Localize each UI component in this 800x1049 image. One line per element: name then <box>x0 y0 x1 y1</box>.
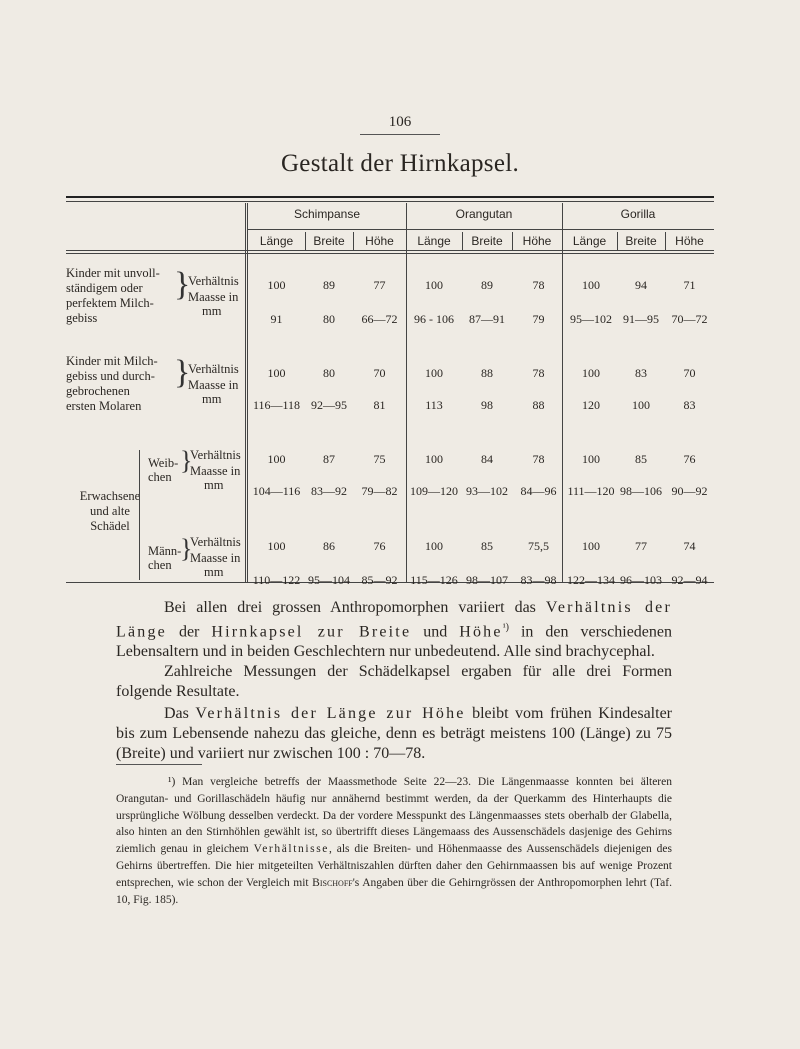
section-label-line: Kinder mit unvoll- <box>66 266 160 280</box>
table-cell: 85—92 <box>361 573 398 587</box>
table-cell: 88 <box>532 398 545 412</box>
row-type-label: Maasse in <box>188 290 239 304</box>
column-header: Höhe <box>522 234 552 248</box>
subgroup-label: chen <box>148 558 172 572</box>
section-label-line: Erwachsene <box>79 489 141 503</box>
table-cell: 109—120 <box>410 484 458 498</box>
table-cell: 84—96 <box>520 484 557 498</box>
section-label-line: Kinder mit Milch- <box>66 354 158 368</box>
table-cell: 116—118 <box>252 398 301 412</box>
row-type-label: mm <box>202 304 222 318</box>
row-type-label: mm <box>202 392 222 406</box>
table-cell: 100 <box>267 452 286 466</box>
table-cell: 100 <box>632 398 650 412</box>
section-label-line: gebrochenen <box>66 384 130 398</box>
table-cell: 95—104 <box>308 573 350 587</box>
group-divider-0 <box>406 203 407 582</box>
table-cell: 79—82 <box>361 484 398 498</box>
group-header: Orangutan <box>455 207 513 221</box>
table-cell: 92—94 <box>671 573 708 587</box>
label-column-divider <box>245 203 248 582</box>
table-cell: 84 <box>481 452 493 466</box>
table-cell: 70 <box>683 366 696 380</box>
table-cell: 110—122 <box>252 573 301 587</box>
table-cell: 96—103 <box>620 573 662 587</box>
footnote-spaced: Verhältnisse <box>253 843 330 856</box>
table-cell: 95—102 <box>570 312 612 326</box>
column-header: Höhe <box>365 234 394 248</box>
footnote <box>116 774 672 908</box>
section-label-line: Schädel <box>90 519 130 533</box>
table-cell: 100 <box>267 366 286 380</box>
row-type-label: Verhältnis <box>190 535 241 549</box>
table-cell: 94 <box>635 278 647 292</box>
footnote-author: Bischoff <box>312 876 353 889</box>
row-type-label: Verhältnis <box>188 362 239 376</box>
table-cell: 77 <box>635 539 647 553</box>
footnote-text-b: , als die Breiten- und Höhenmaasse des Aussenschädels diejenigen des Gehirns übertreffen. Die hier mitgeteilten Verhältniszahlen dürften daher den Gehirnmaassen bis auf wenige Prozent entsprechen, wie schon der Vergleich mit <box>116 843 672 889</box>
group-header: Schimpanse <box>293 207 361 221</box>
row-type-label: mm <box>204 478 224 492</box>
table-cell: 80 <box>323 366 335 380</box>
table-cell: 81 <box>373 398 386 412</box>
row-type-label: Maasse in <box>188 378 239 392</box>
table-cell: 78 <box>532 452 545 466</box>
table-top-rule <box>66 196 714 198</box>
paragraph-3 <box>116 704 672 764</box>
subgroup-label: Männ- <box>148 544 182 558</box>
table-cell: 115—126 <box>410 573 458 587</box>
table-cell: 76 <box>683 452 696 466</box>
table-cell: 122—134 <box>567 573 615 587</box>
table-cell: 89 <box>323 278 335 292</box>
p1-text-a: Bei allen drei grossen Anthropomorphen variiert das <box>164 599 546 616</box>
table-cell: 78 <box>532 278 545 292</box>
table-cell: 90—92 <box>671 484 708 498</box>
table-cell: 77 <box>373 278 386 292</box>
table-cell: 80 <box>323 312 335 326</box>
p1-spaced-b: Verhältnis der Länge <box>116 599 672 641</box>
table-cell: 92—95 <box>311 398 347 412</box>
page-title: Gestalt der Hirnkapsel. <box>280 150 520 177</box>
column-header: Breite <box>313 234 345 248</box>
table-cell: 71 <box>683 278 696 292</box>
row-type-label: Verhältnis <box>188 274 239 288</box>
column-header: Länge <box>572 234 607 248</box>
brace-subgroup-0: } <box>180 446 193 475</box>
brace-subgroup-1: } <box>180 534 193 563</box>
table-cell: 79 <box>532 312 545 326</box>
table-cell: 100 <box>582 366 600 380</box>
row-type-label: Maasse in <box>190 551 241 565</box>
table-cell: 78 <box>532 366 545 380</box>
table-cell: 74 <box>683 539 696 553</box>
p1-text-e: und <box>411 623 460 641</box>
column-header: Breite <box>471 234 503 248</box>
table-cell: 100 <box>425 539 443 553</box>
table-cell: 83 <box>635 366 647 380</box>
footnote-text-c: 's Angaben über die Gehirngrössen der Anthropomorphen lehrt (Taf. 10, Fig. 185). <box>116 876 672 906</box>
table-cell: 83—98 <box>520 573 557 587</box>
p1-text-h: in den verschiedenen Lebensaltern und in beiden Geschlechtern nur unbedeutend. Alle sind brachycephal. <box>116 623 672 661</box>
paragraph-2: Zahlreiche Messungen der Schädelkapsel ergaben für alle drei Formen folgende Resultate. <box>116 663 672 700</box>
table-cell: 88 <box>481 366 493 380</box>
table-cell: 85 <box>481 539 493 553</box>
page-number: 106 <box>388 114 412 130</box>
table-cell: 98 <box>481 398 493 412</box>
adult-bracket <box>139 450 140 580</box>
table-cell: 66—72 <box>361 312 398 326</box>
p1-spaced-f: Höhe <box>459 623 503 641</box>
table-cell: 120 <box>582 398 600 412</box>
table-cell: 70—72 <box>671 312 708 326</box>
section-label-line: gebiss und durch- <box>66 369 155 383</box>
table-cell: 104—116 <box>252 484 301 498</box>
p1-text-c: der <box>166 623 212 641</box>
footnote-marker: ¹) <box>168 776 176 788</box>
table-cell: 93—102 <box>466 484 508 498</box>
table-cell: 98—107 <box>466 573 508 587</box>
table-cell: 100 <box>267 539 286 553</box>
brace-section-1: } <box>174 354 191 391</box>
table-cell: 100 <box>582 539 600 553</box>
table-cell: 100 <box>267 278 286 292</box>
table-cell: 75 <box>373 452 386 466</box>
subgroup-label: Weib- <box>148 456 179 470</box>
table-cell: 75,5 <box>528 539 549 553</box>
group-header: Gorilla <box>620 207 656 221</box>
table-cell: 87—91 <box>469 312 505 326</box>
p1-spaced-d: Hirnkapsel zur Breite <box>211 623 412 641</box>
table-cell: 83—92 <box>311 484 347 498</box>
section-label-line: und alte <box>90 504 130 518</box>
header-bottom-rule <box>66 250 714 251</box>
table-cell: 86 <box>323 539 335 553</box>
row-type-label: Maasse in <box>190 464 241 478</box>
table-cell: 100 <box>425 366 443 380</box>
table-cell: 91—95 <box>623 312 659 326</box>
paragraph-1 <box>116 598 672 662</box>
column-header: Höhe <box>675 234 704 248</box>
table-cell: 113 <box>425 398 443 412</box>
table-cell: 91 <box>270 312 283 326</box>
table-cell: 87 <box>323 452 335 466</box>
column-header: Länge <box>417 234 451 248</box>
table-cell: 76 <box>373 539 386 553</box>
row-type-label: Verhältnis <box>190 448 241 462</box>
table-cell: 96 - 106 <box>414 312 454 326</box>
header-bottom-rule-2 <box>66 253 714 254</box>
table-cell: 83 <box>683 398 696 412</box>
footnote-text-a: Man vergleiche betreffs der Maassmethode Seite 22—23. Die Längenmaasse konnten bei älteren Orangutan- und Gorillaschädeln häufig nur annähernd bestimmt werden, da der Querkamm des Hinterhaupts die ursprüngliche Wölbung desselben verdeckt. Da der vordere Messpunkt des Längenmaasses stets oberhalb der Glabella, also hinten an den Stirnhöhlen gewählt ist, so übertrifft dieses Längemaass des Aussenschädels dasjenige des Gehirns ziemlich genau in gleichem <box>116 776 672 856</box>
group-divider-rule <box>248 229 714 230</box>
group-divider-1 <box>562 203 563 582</box>
table-cell: 111—120 <box>567 484 615 498</box>
p3-text-a: Das <box>164 705 196 722</box>
column-header: Breite <box>625 234 657 248</box>
table-cell: 70 <box>373 366 386 380</box>
section-label-line: ständigem oder <box>66 281 143 295</box>
section-label-line: ersten Molaren <box>66 399 142 413</box>
brace-section-0: } <box>174 266 191 303</box>
footnote-rule <box>116 764 202 765</box>
page-number-rule <box>360 134 440 135</box>
column-header: Länge <box>259 234 294 248</box>
table-cell: 100 <box>582 452 600 466</box>
table-top-rule-2 <box>66 201 714 202</box>
section-label-line: gebiss <box>66 311 98 325</box>
table-cell: 98—106 <box>620 484 662 498</box>
table-cell: 85 <box>635 452 647 466</box>
table-cell: 100 <box>425 452 443 466</box>
section-label-line: perfektem Milch- <box>66 296 154 310</box>
footnote-ref: ¹) <box>502 622 510 633</box>
row-type-label: mm <box>204 565 224 579</box>
table-cell: 100 <box>425 278 443 292</box>
p3-text-c: bleibt vom frühen Kindesalter bis zum Lebensende nahezu das gleiche, denn es beträgt meistens 100 (Länge) zu 75 (Breite) und variiert nur zwischen 100 : 70—78. <box>116 705 673 762</box>
table-cell: 100 <box>582 278 600 292</box>
p3-spaced-b: Verhältnis der Länge zur Höhe <box>195 705 466 722</box>
table-cell: 89 <box>481 278 493 292</box>
subgroup-label: chen <box>148 470 172 484</box>
